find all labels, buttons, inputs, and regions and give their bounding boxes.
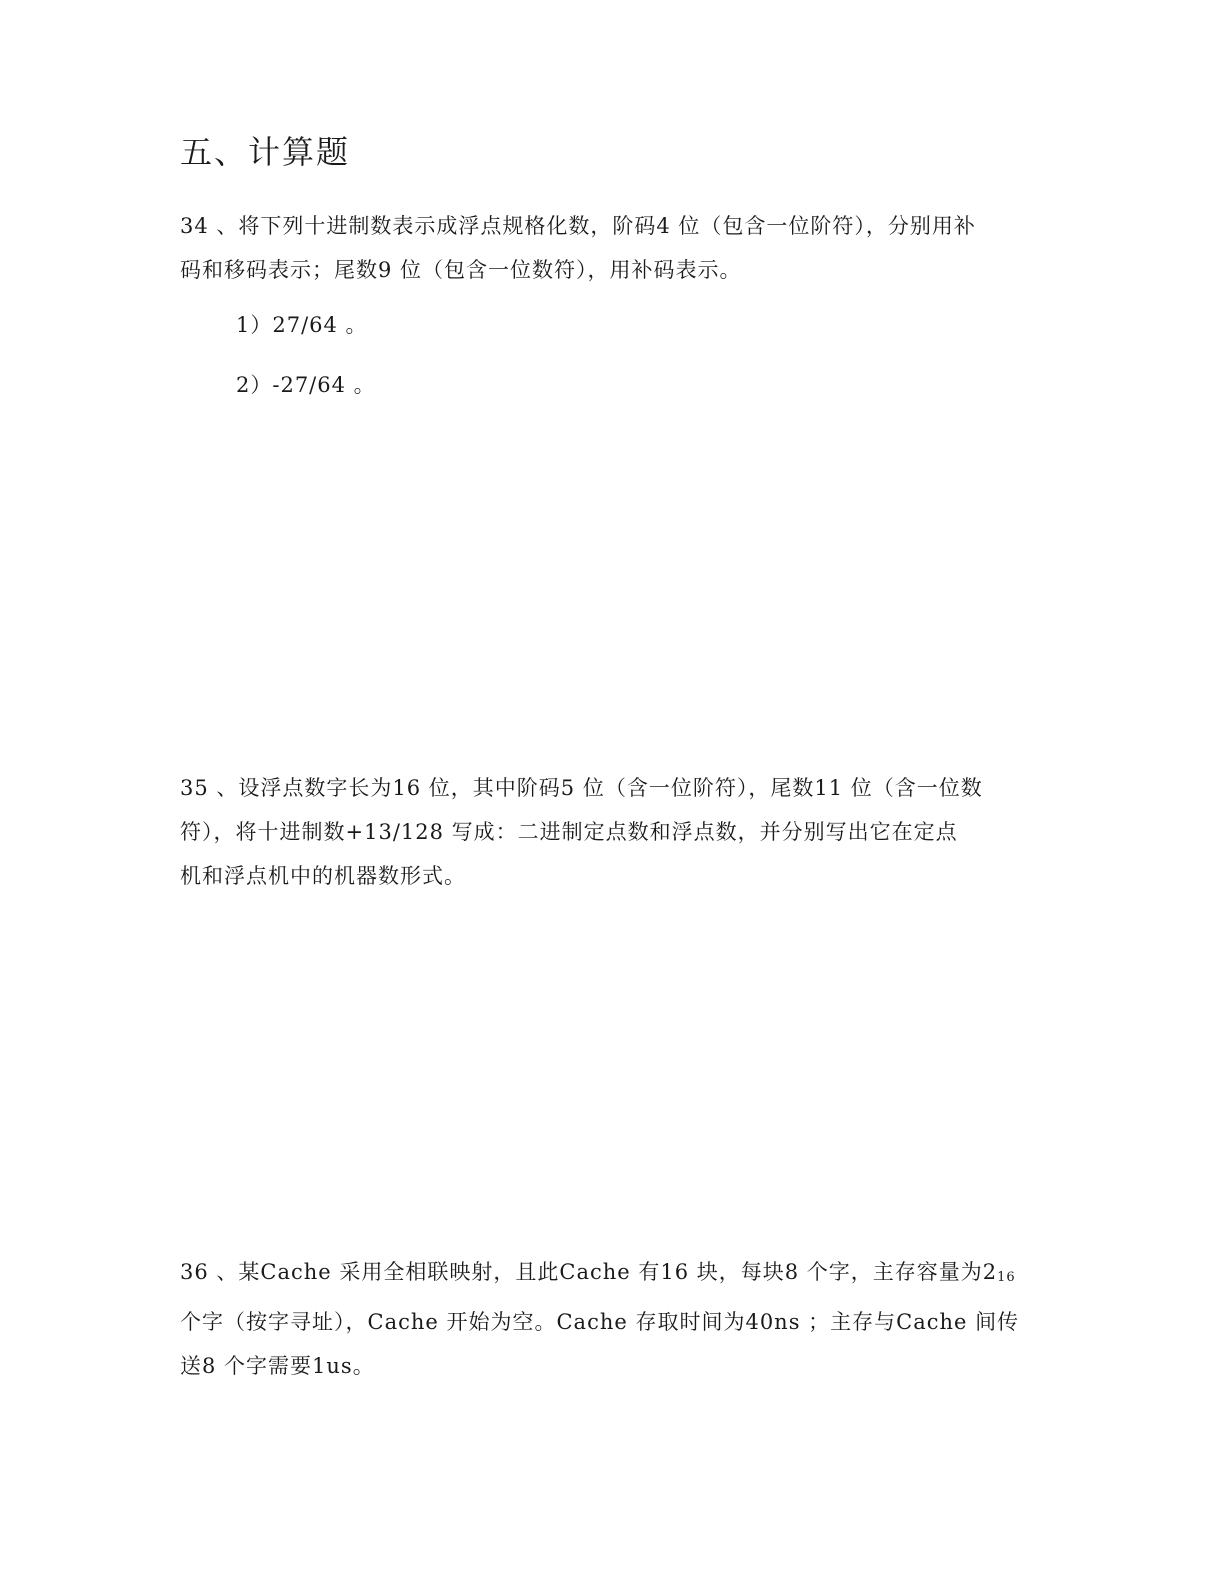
question-36-line-1-text: 36 、某Cache 采用全相联映射，且此Cache 有16 块，每块8 个字，主存容量为2 — [180, 1260, 998, 1284]
section-title: 五、计算题 — [180, 133, 351, 171]
question-34-item-1: 1）27/64 。 — [236, 313, 368, 337]
question-35-line-3: 机和浮点机中的机器数形式。 — [180, 864, 466, 888]
question-35-line-1: 35 、设浮点数字长为16 位，其中阶码5 位（含一位阶符），尾数11 位（含一位数 — [180, 776, 983, 800]
question-35-line-2: 符），将十进制数+13/128 写成：二进制定点数和浮点数，并分别写出它在定点 — [180, 820, 958, 844]
question-36 — [180, 1250, 1050, 1388]
question-34 — [180, 204, 1050, 292]
question-34-line-2: 码和移码表示；尾数9 位（包含一位数符），用补码表示。 — [180, 258, 742, 282]
question-34-item-2: 2）-27/64 。 — [236, 373, 376, 397]
exponent-subscript: 16 — [997, 1270, 1016, 1285]
question-36-line-1 — [180, 1250, 1050, 1300]
question-36-line-2: 个字（按字寻址），Cache 开始为空。Cache 存取时间为40ns ；主存与Cache 间传 — [180, 1310, 1020, 1334]
question-34-line-1: 34 、将下列十进制数表示成浮点规格化数，阶码4 位（包含一位阶符），分别用补 — [180, 214, 976, 238]
question-36-line-3: 送8 个字需要1us。 — [180, 1354, 375, 1378]
question-35 — [180, 766, 1050, 898]
